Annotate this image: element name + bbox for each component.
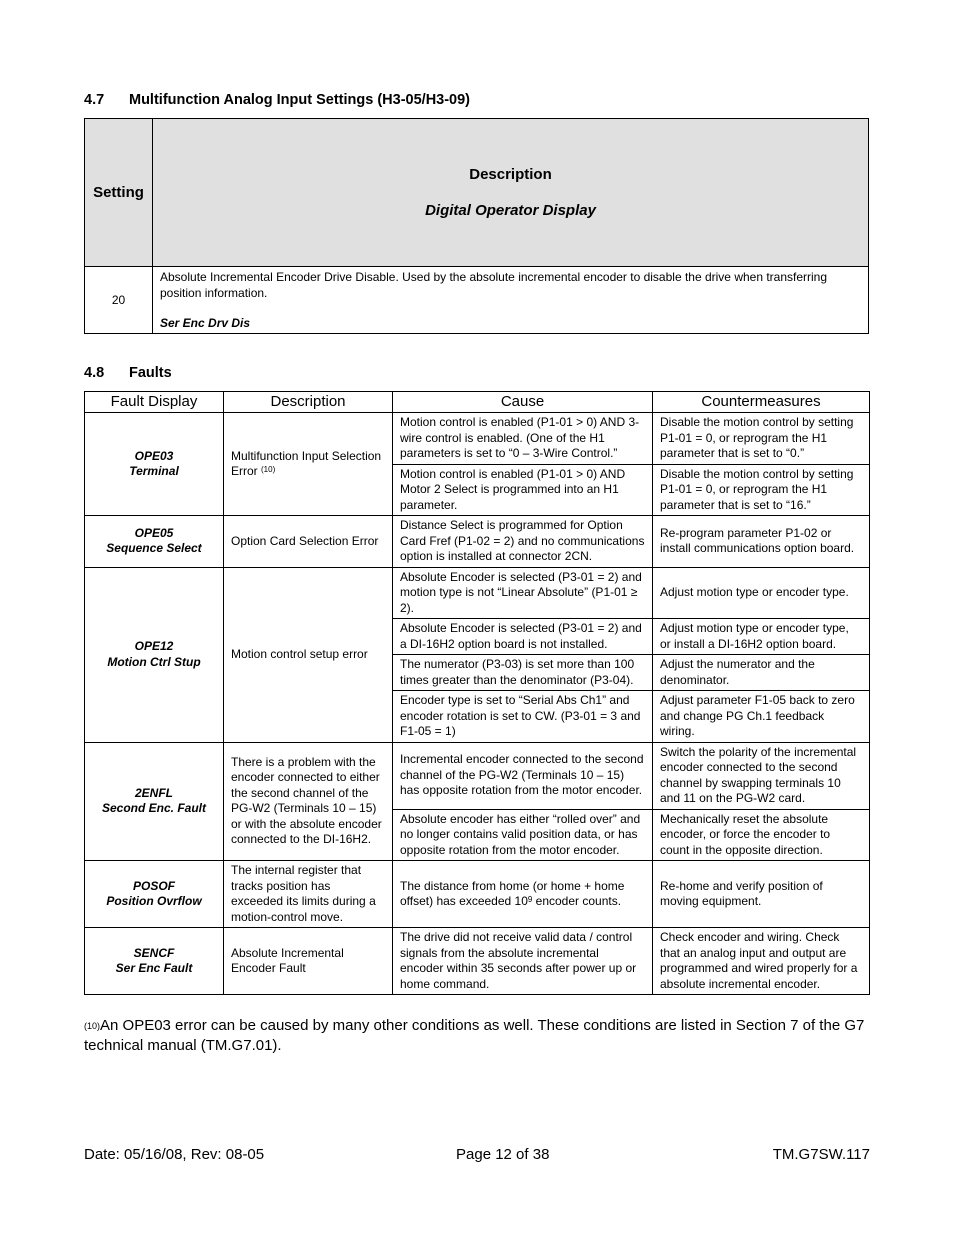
- setting-value: 20: [85, 267, 153, 334]
- header-description: Description: [224, 392, 393, 413]
- operator-display-text: Ser Enc Drv Dis: [160, 316, 251, 330]
- fault-countermeasure: Adjust motion type or encoder type.: [653, 567, 870, 619]
- fault-cause: Absolute Encoder is selected (P3-01 = 2) and a DI-16H2 option board is not installed.: [393, 619, 653, 655]
- table-header-row: [85, 392, 870, 413]
- fault-code: OPE12: [134, 639, 174, 653]
- footnote-text: An OPE03 error can be caused by many other conditions as well. These conditions are listed in Section 7 of the G7 technical manual (TM.G7.01).: [84, 1017, 865, 1054]
- fault-display-cell: [85, 928, 224, 995]
- fault-code: POSOF: [132, 878, 175, 893]
- fault-cause: Distance Select is programmed for Option Card Fref (P1-02 = 2) and no communications option is installed at connector 2CN.: [393, 516, 653, 568]
- footnote-marker: (10): [84, 1021, 101, 1031]
- fault-cause: The distance from home (or home + home offset) has exceeded 10: [400, 878, 625, 908]
- fault-cause: Encoder type is set to “Serial Abs Ch1” and encoder rotation is set to CW. (P3-01 = 3 and F1-05 = 1): [393, 691, 653, 743]
- section-title: Multifunction Analog Input Settings (H3-05/H3-09): [129, 92, 471, 108]
- fault-countermeasure: Disable the motion control by setting P1-01 = 0, or reprogram the H1 parameter that is set to “0.”: [653, 413, 870, 465]
- footer-document-id: TM.G7SW.117: [772, 1146, 870, 1163]
- fault-countermeasure: Check encoder and wiring. Check that an analog input and output are programmed and wired properly for a absolute incremental encoder.: [653, 928, 870, 995]
- table-row: [85, 928, 870, 995]
- fault-countermeasure: Re-program parameter P1-02 or install communications option board.: [653, 516, 870, 568]
- fault-display-cell: [85, 413, 224, 516]
- fault-description: Multifunction Input Selection Error: [231, 448, 382, 478]
- fault-countermeasure: Adjust motion type or encoder type, or install a DI-16H2 option board.: [653, 619, 870, 655]
- table-row: [85, 567, 870, 619]
- fault-countermeasure: Disable the motion control by setting P1-01 = 0, or reprogram the H1 parameter that is set to “16.”: [653, 464, 870, 516]
- fault-cause: Motion control is enabled (P1-01 > 0) AND 3-wire control is enabled. (One of the H1 parameters is set to “0 – 3-Wire Control.”: [393, 413, 653, 465]
- fault-cause: The numerator (P3-03) is set more than 100 times greater than the denominator (P3-04).: [393, 655, 653, 691]
- fault-cause-end: encoder counts.: [532, 894, 622, 908]
- fault-description: Motion control setup error: [224, 567, 393, 742]
- header-fault-display: Fault Display: [85, 392, 224, 413]
- footnote-reference: (10): [261, 465, 276, 474]
- fault-description: The internal register that tracks position has exceeded its limits during a motion-control move.: [224, 861, 393, 928]
- exponent: 9: [527, 895, 533, 904]
- fault-name: Sequence Select: [106, 541, 202, 556]
- section-heading-4-8: [84, 365, 172, 381]
- section-title: Faults: [129, 365, 172, 381]
- fault-description: Option Card Selection Error: [224, 516, 393, 568]
- fault-display-cell: [85, 516, 224, 568]
- header-countermeasures: Countermeasures: [653, 392, 870, 413]
- fault-countermeasure: Adjust parameter F1-05 back to zero and change PG Ch.1 feedback wiring.: [653, 691, 870, 743]
- fault-code: OPE03: [134, 448, 174, 463]
- fault-countermeasure: Mechanically reset the absolute encoder, or force the encoder to count in the opposite direction.: [653, 809, 870, 861]
- table-row: [85, 516, 870, 568]
- fault-name: Motion Ctrl Stup: [107, 654, 201, 669]
- faults-table: [84, 391, 870, 995]
- table-header-row: [85, 119, 869, 267]
- fault-cause: The drive did not receive valid data / control signals from the absolute incremental encoder within 35 seconds after power up or home command.: [393, 928, 653, 995]
- description-cell: [153, 267, 869, 334]
- fault-cause: Absolute Encoder is selected (P3-01 = 2) and motion type is not “Linear Absolute” (P1-01 ≥ 2).: [393, 567, 653, 619]
- fault-name: Second Enc. Fault: [101, 801, 206, 816]
- fault-cause-cell: [393, 861, 653, 928]
- header-setting: Setting: [85, 119, 153, 267]
- fault-code: SENCF: [133, 945, 175, 960]
- section-number: 4.8: [84, 365, 105, 381]
- header-display: Digital Operator Display: [425, 202, 596, 219]
- table-row: [85, 413, 870, 465]
- fault-cause: Incremental encoder connected to the second channel of the PG-W2 (Terminals 10 – 15) has opposite rotation from the motor encoder.: [393, 742, 653, 809]
- fault-display-cell: [85, 861, 224, 928]
- footer-page-number: Page 12 of 38: [456, 1146, 550, 1163]
- header-description: Description: [469, 166, 552, 183]
- fault-code: OPE05: [134, 525, 174, 540]
- fault-description: Absolute Incremental Encoder Fault: [224, 928, 393, 995]
- header-description-cell: [153, 119, 869, 267]
- fault-display-cell: [85, 567, 224, 742]
- fault-countermeasure: Re-home and verify position of moving equipment.: [653, 861, 870, 928]
- fault-name: Ser Enc Fault: [115, 961, 193, 975]
- fault-countermeasure: Switch the polarity of the incremental encoder connected to the second channel by swapping terminals 10 and 11 on the PG-W2 card.: [653, 742, 870, 809]
- fault-description-cell: [224, 413, 393, 516]
- fault-code: 2ENFL: [134, 785, 173, 800]
- table-row: [85, 861, 870, 928]
- fault-cause: Absolute encoder has either “rolled over” and no longer contains valid position data, or has opposite rotation from the motor encoder.: [393, 809, 653, 861]
- fault-cause: Motion control is enabled (P1-01 > 0) AND Motor 2 Select is programmed into an H1 parameter.: [393, 464, 653, 516]
- setting-description: Absolute Incremental Encoder Drive Disable. Used by the absolute incremental encoder to disable the drive when transferring position information.: [160, 270, 828, 300]
- footnote: [84, 1016, 874, 1056]
- header-cause: Cause: [393, 392, 653, 413]
- table-row: [85, 267, 869, 334]
- fault-display-cell: [85, 742, 224, 861]
- fault-countermeasure: Adjust the numerator and the denominator.: [653, 655, 870, 691]
- section-heading-4-7: [84, 92, 470, 108]
- section-number: 4.7: [84, 92, 105, 108]
- fault-description: There is a problem with the encoder connected to either the second channel of the PG-W2 (Terminals 10 – 15) or with the absolute encoder connected to the DI-16H2.: [224, 742, 393, 861]
- fault-name: Position Ovrflow: [106, 894, 202, 908]
- fault-name: Terminal: [129, 464, 179, 478]
- analog-input-settings-table: [84, 118, 869, 334]
- footer-date: Date: 05/16/08, Rev: 08-05: [84, 1146, 265, 1163]
- table-row: [85, 742, 870, 809]
